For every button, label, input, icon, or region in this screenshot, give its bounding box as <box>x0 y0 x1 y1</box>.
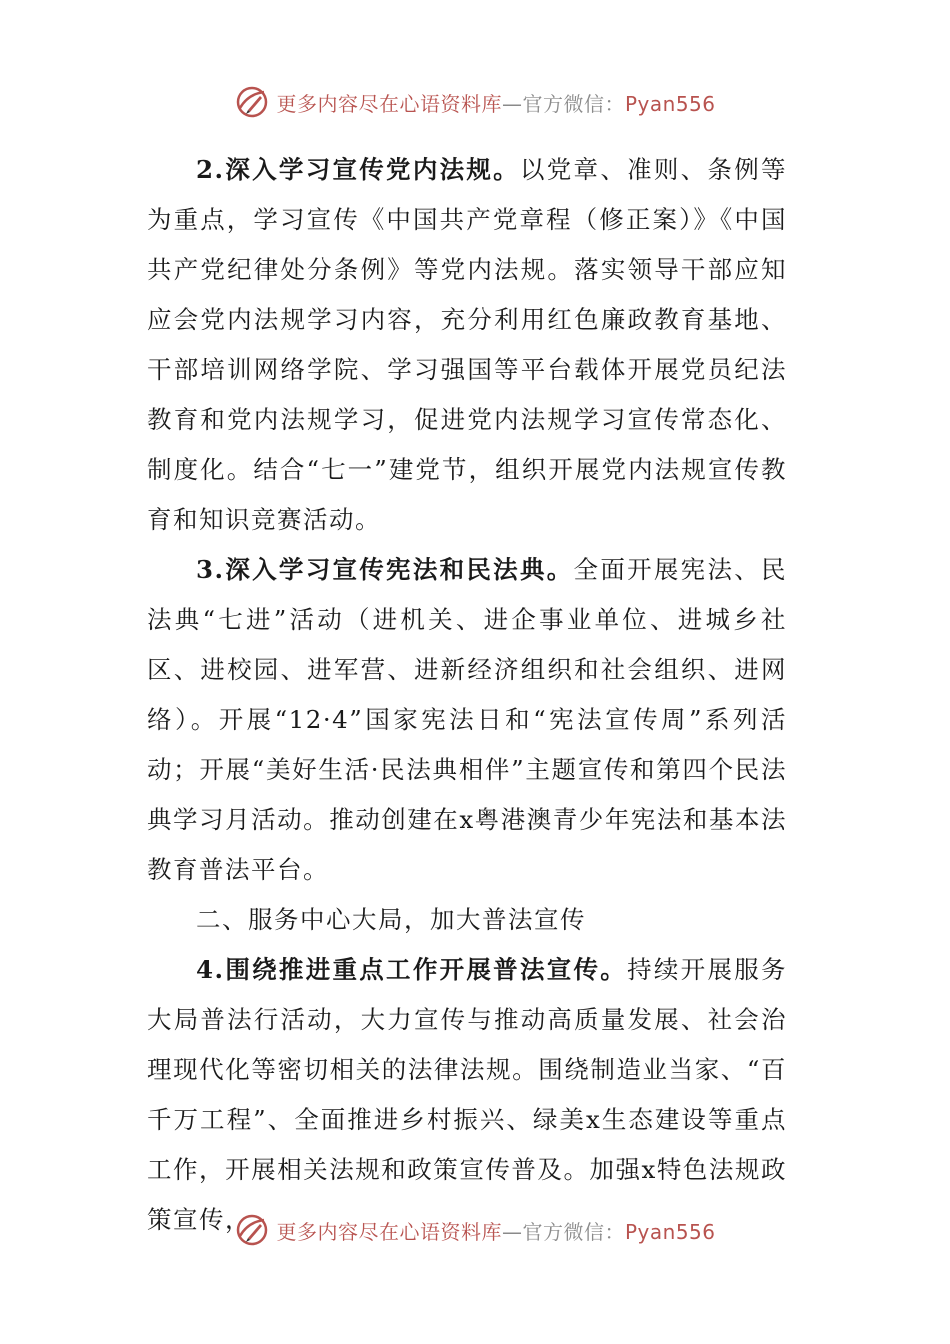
paragraph-heading: 4.围绕推进重点工作开展普法宣传。 <box>196 955 628 984</box>
document-body <box>147 145 787 1245</box>
banner-official-label: 官方微信： <box>522 91 625 116</box>
banner-site-name: 更多内容尽在心语资料库 <box>276 1219 502 1244</box>
paragraph-text: 持续开展服务大局普法行活动，大力宣传与推动高质量发展、社会治理现代化等密切相关的法律法规。围绕制造业当家、“百千万工程”、全面推进乡村振兴、绿美x生态建设等重点工作，开展相关法规和政策宣传普及。加强x特色法规政策宣传， <box>147 955 788 1234</box>
pen-logo-icon <box>234 84 270 120</box>
banner-wechat-id: Pyan556 <box>624 91 716 116</box>
paragraph-4 <box>147 945 787 1245</box>
footer-banner <box>0 1210 950 1250</box>
paragraph-text: 以党章、准则、条例等为重点，学习宣传《中国共产党章程（修正案）》《中国共产党纪律处分条例》等党内法规。落实领导干部应知应会党内法规学习内容，充分利用红色廉政教育基地、干部培训网络学院、学习强国等平台载体开展党员纪法教育和党内法规学习，促进党内法规学习宣传常态化、制度化。结合“七一”建党节，组织开展党内法规宣传教育和知识竞赛活动。 <box>147 155 788 534</box>
header-banner <box>0 82 950 122</box>
paragraph-2 <box>147 145 787 545</box>
banner-text <box>276 88 715 117</box>
paragraph-heading: 3.深入学习宣传宪法和民法典。 <box>196 555 574 584</box>
paragraph-heading: 2.深入学习宣传党内法规。 <box>196 155 520 184</box>
banner-official-label: 官方微信： <box>522 1219 625 1244</box>
banner-dash: — <box>501 91 523 116</box>
pen-logo-icon <box>234 1212 270 1248</box>
section-heading <box>147 895 787 945</box>
paragraph-text: 全面开展宪法、民法典“七进”活动（进机关、进企事业单位、进城乡社区、进校园、进军营、进新经济组织和社会组织、进网络）。开展“12·4”国家宪法日和“宪法宣传周”系列活动；开展“美好生活·民法典相伴”主题宣传和第四个民法典学习月活动。推动创建在x粤港澳青少年宪法和基本法教育普法平台。 <box>147 555 788 884</box>
banner-wechat-id: Pyan556 <box>624 1219 716 1244</box>
paragraph-3 <box>147 545 787 895</box>
banner-text <box>276 1216 715 1245</box>
section-heading-text: 二、服务中心大局，加大普法宣传 <box>196 905 586 934</box>
banner-site-name: 更多内容尽在心语资料库 <box>276 91 502 116</box>
banner-dash: — <box>501 1219 523 1244</box>
